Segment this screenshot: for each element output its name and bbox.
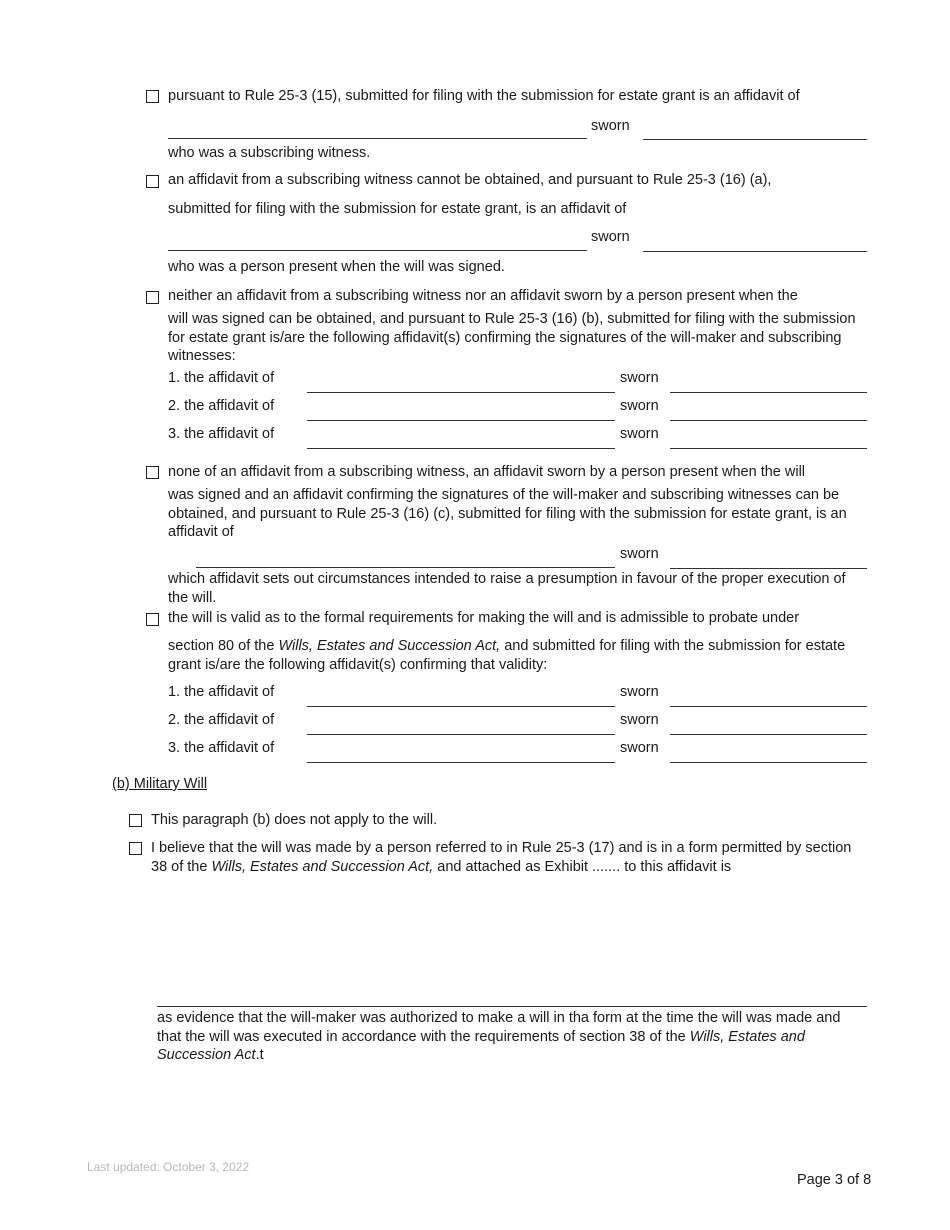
last-updated: Last updated: October 3, 2022 (87, 1160, 250, 1174)
military-will-heading: (b) Military Will (112, 776, 208, 792)
wesa-act-title: Wills, Estates and Succession Act, (211, 858, 434, 875)
rule-25-3-16c-line1: none of an affidavit from a subscribing witness, an affidavit sworn by a person present when the will (168, 464, 806, 480)
checkbox-section-80[interactable] (146, 613, 159, 626)
affidavit-row-label: 1. the affidavit of (168, 684, 275, 700)
presumption-text: which affidavit sets out circumstances intended to raise a presumption in favour of the proper execution of the will. (168, 571, 846, 606)
evidence-description-field[interactable] (157, 1006, 867, 1007)
affidavit-name-field[interactable] (307, 734, 615, 735)
affidavit-row-label: 1. the affidavit of (168, 370, 275, 386)
sworn-label: sworn (620, 546, 659, 562)
checkbox-rule-25-3-16a[interactable] (146, 175, 159, 188)
rule-25-3-16a-line2: submitted for filing with the submission for estate grant, is an affidavit of (168, 201, 627, 217)
sworn-date-field[interactable] (670, 734, 867, 735)
military-will-text (151, 839, 863, 876)
sworn-date-field[interactable] (643, 139, 867, 140)
sworn-date-field[interactable] (670, 392, 867, 393)
sworn-label: sworn (620, 684, 659, 700)
affidavit-row-label: 3. the affidavit of (168, 426, 275, 442)
sworn-label: sworn (620, 370, 659, 386)
subscribing-witness-text: who was a subscribing witness. (168, 145, 371, 161)
sworn-date-field[interactable] (670, 706, 867, 707)
affiant-name-field[interactable] (168, 138, 587, 139)
military-will-text-post: and attached as Exhibit ....... to this affidavit is (433, 858, 732, 875)
wesa-act-title: Wills, Estates and Succession Act, (278, 638, 501, 654)
rule-25-3-15-text: pursuant to Rule 25-3 (15), submitted for filing with the submission for estate grant is an affidavit of (168, 88, 800, 104)
sworn-label: sworn (591, 118, 630, 134)
checkbox-rule-25-3-15[interactable] (146, 90, 159, 103)
military-not-apply-text: This paragraph (b) does not apply to the will. (151, 812, 438, 828)
sworn-date-field[interactable] (670, 448, 867, 449)
sworn-label: sworn (620, 398, 659, 414)
affiant-name-field[interactable] (196, 567, 615, 568)
rule-25-3-16b-line1: neither an affidavit from a subscribing witness nor an affidavit sworn by a person present when the (168, 288, 798, 304)
sworn-date-field[interactable] (670, 568, 867, 569)
sworn-label: sworn (620, 426, 659, 442)
checkbox-military-will[interactable] (129, 842, 142, 855)
affidavit-row-label: 2. the affidavit of (168, 712, 275, 728)
affidavit-name-field[interactable] (307, 448, 615, 449)
affiant-name-field[interactable] (168, 250, 587, 251)
affidavit-row-label: 3. the affidavit of (168, 740, 275, 756)
sworn-label: sworn (591, 229, 630, 245)
section-80-text (168, 637, 868, 674)
sworn-date-field[interactable] (670, 762, 867, 763)
section-80-line1: the will is valid as to the formal requirements for making the will and is admissible to probate under (168, 610, 800, 626)
section-80-text-post: and submitted for filing with the submission for estate grant is/are the following affidavit(s) confirming that validity: (168, 638, 846, 673)
evidence-text-pre: as evidence that the will-maker was authorized to make a will in tha form at the time the will was made and that the will was executed in accordance with the requirements of section 38 of the (157, 1010, 841, 1045)
military-will-text-pre: I believe that the will was made by a person referred to in Rule 25-3 (17) and is in a form permitted by section 38 of the (151, 840, 852, 875)
rule-25-3-16a-line1: an affidavit from a subscribing witness cannot be obtained, and pursuant to Rule 25-3 (16) (a), (168, 172, 772, 188)
rule-25-3-16b-text: will was signed can be obtained, and pursuant to Rule 25-3 (16) (b), submitted for filing with the submission for estate grant is/are the following affidavit(s) confirming the signatures of the will-maker and subscribing witnesses: (168, 311, 856, 364)
wesa-act-title: Wills, Estates and Succession Act (157, 1028, 805, 1063)
affidavit-name-field[interactable] (307, 706, 615, 707)
rule-25-3-16c-text: was signed and an affidavit confirming the signatures of the will-maker and subscribing witnesses can be obtained, and pursuant to Rule 25-3 (16) (c), submitted for filing with the submission for estate grant, is an affidavit of (168, 487, 847, 540)
section-80-text-pre: section 80 of the (168, 638, 279, 654)
sworn-date-field[interactable] (643, 251, 867, 252)
sworn-label: sworn (620, 712, 659, 728)
checkbox-rule-25-3-16c[interactable] (146, 466, 159, 479)
sworn-label: sworn (620, 740, 659, 756)
checkbox-military-not-apply[interactable] (129, 814, 142, 827)
checkbox-rule-25-3-16b[interactable] (146, 291, 159, 304)
evidence-text (157, 1009, 867, 1065)
person-present-text: who was a person present when the will was signed. (168, 259, 505, 275)
evidence-text-post: .t (255, 1047, 264, 1063)
affidavit-name-field[interactable] (307, 392, 615, 393)
page-number: Page 3 of 8 (797, 1172, 872, 1188)
affidavit-row-label: 2. the affidavit of (168, 398, 275, 414)
affidavit-name-field[interactable] (307, 762, 615, 763)
affidavit-name-field[interactable] (307, 420, 615, 421)
sworn-date-field[interactable] (670, 420, 867, 421)
